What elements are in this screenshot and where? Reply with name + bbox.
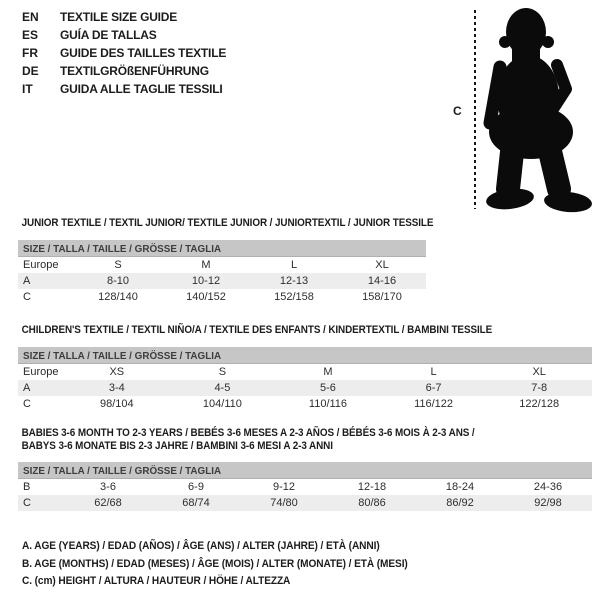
table-row bbox=[18, 273, 426, 289]
language-row bbox=[22, 80, 226, 98]
language-code: IT bbox=[22, 82, 33, 96]
size-grid bbox=[18, 364, 592, 412]
size-cell: M bbox=[201, 258, 211, 271]
height-measure-label: C bbox=[453, 104, 462, 118]
size-cell: 8-10 bbox=[106, 274, 130, 287]
size-cell: 3-6 bbox=[100, 481, 116, 493]
table-row bbox=[18, 257, 426, 273]
size-cell: 86/92 bbox=[446, 497, 474, 509]
size-cell: 4-5 bbox=[214, 381, 231, 394]
legend-note-age-months: B. AGE (MONTHS) / EDAD (MESES) / ÂGE (MOIS) / ALTER (MONATE) / ETÀ (MESI) bbox=[22, 557, 408, 570]
size-cell: 3-4 bbox=[108, 381, 125, 394]
size-cell: 14-16 bbox=[367, 274, 397, 287]
row-label: Europe bbox=[23, 258, 59, 271]
table-row bbox=[18, 479, 592, 495]
row-label: C bbox=[23, 397, 31, 410]
table-row bbox=[18, 396, 592, 412]
row-label: Europe bbox=[23, 365, 59, 378]
size-cell: 6-7 bbox=[425, 381, 442, 394]
legend-note-age-years: A. AGE (YEARS) / EDAD (AÑOS) / ÂGE (ANS) / ALTER (JAHRE) / ETÀ (ANNI) bbox=[22, 540, 380, 552]
size-header-bar bbox=[18, 462, 592, 479]
language-title: TEXTILE SIZE GUIDE bbox=[60, 10, 178, 24]
size-header-label: SIZE / TALLA / TAILLE / GRÖSSE / TAGLIA bbox=[23, 349, 222, 362]
table-row bbox=[18, 364, 592, 380]
language-row bbox=[22, 8, 226, 26]
size-header-label: SIZE / TALLA / TAILLE / GRÖSSE / TAGLIA bbox=[23, 242, 222, 255]
size-cell: 10-12 bbox=[191, 274, 221, 287]
baby-silhouette bbox=[482, 5, 594, 213]
legend-notes bbox=[22, 538, 441, 591]
size-header-bar bbox=[18, 240, 426, 257]
size-grid bbox=[18, 257, 426, 305]
language-row bbox=[22, 26, 226, 44]
size-cell: L bbox=[290, 258, 298, 271]
size-cell: XS bbox=[109, 365, 125, 378]
table-row bbox=[18, 495, 592, 511]
table-title: BABIES 3-6 MONTH TO 2-3 YEARS / BEBÉS 3-6 MESES A 2-3 AÑOS / BÉBÉS 3-6 MOIS À 2-3 ANS / BABYS 3-6 MONATE BIS 2-3 JAHRE / BAMBINI 3-6 MESI A 2-3 ANNI bbox=[21, 427, 475, 452]
language-title: TEXTILGRÖßENFÜHRUNG bbox=[60, 64, 209, 78]
row-label: A bbox=[23, 381, 31, 394]
size-cell: 110/116 bbox=[308, 397, 348, 410]
children-size-table bbox=[18, 324, 592, 412]
size-cell: 152/158 bbox=[274, 290, 314, 303]
size-cell: L bbox=[430, 365, 437, 378]
size-cell: 18-24 bbox=[445, 481, 475, 493]
row-label: C bbox=[23, 497, 31, 509]
size-cell: M bbox=[323, 365, 333, 378]
table-row bbox=[18, 289, 426, 305]
size-cell: 98/104 bbox=[99, 397, 134, 410]
size-cell: 116/122 bbox=[414, 397, 454, 410]
table-row bbox=[18, 380, 592, 396]
size-grid bbox=[18, 479, 592, 511]
size-cell: 9-12 bbox=[272, 481, 296, 493]
size-cell: 122/128 bbox=[519, 397, 560, 410]
size-cell: 7-8 bbox=[531, 381, 548, 394]
size-header-label: SIZE / TALLA / TAILLE / GRÖSSE / TAGLIA bbox=[23, 465, 222, 477]
size-cell: 140/152 bbox=[186, 290, 226, 303]
size-cell: XL bbox=[375, 258, 389, 271]
size-cell: 92/98 bbox=[534, 497, 562, 509]
size-cell: 128/140 bbox=[98, 290, 138, 303]
size-cell: 68/74 bbox=[182, 497, 210, 509]
size-cell: 24-36 bbox=[533, 481, 563, 493]
size-cell: 74/80 bbox=[270, 497, 298, 509]
size-cell: S bbox=[114, 258, 122, 271]
language-code: DE bbox=[22, 64, 39, 78]
language-row bbox=[22, 44, 226, 62]
legend-note-height: C. (cm) HEIGHT / ALTURA / HAUTEUR / HÖHE / ALTEZZA bbox=[22, 575, 291, 587]
size-cell: 12-18 bbox=[357, 481, 387, 493]
language-code: EN bbox=[22, 10, 39, 24]
size-cell: XL bbox=[532, 365, 546, 378]
language-title: GUIDE DES TAILLES TEXTILE bbox=[60, 46, 227, 60]
language-row bbox=[22, 62, 226, 80]
table-title: CHILDREN'S TEXTILE / TEXTIL NIÑO/A / TEXTILE DES ENFANTS / KINDERTEXTIL / BAMBINI TESSILE bbox=[21, 324, 493, 336]
height-measure-dashed-line bbox=[474, 10, 476, 209]
size-cell: 104/110 bbox=[202, 397, 242, 410]
language-title: GUIDA ALLE TAGLIE TESSILI bbox=[60, 82, 223, 96]
junior-size-table bbox=[18, 217, 434, 305]
size-cell: 6-9 bbox=[188, 481, 204, 493]
size-cell: 158/170 bbox=[362, 290, 402, 303]
size-cell: 5-6 bbox=[320, 381, 336, 394]
language-code: FR bbox=[22, 46, 38, 60]
size-cell: S bbox=[218, 365, 227, 378]
row-label: C bbox=[23, 290, 31, 303]
size-cell: 80/86 bbox=[358, 497, 386, 509]
row-label: A bbox=[23, 274, 31, 287]
babies-size-table bbox=[18, 427, 592, 511]
row-label: B bbox=[23, 481, 31, 493]
size-cell: 12-13 bbox=[279, 274, 309, 287]
size-cell: 62/68 bbox=[94, 497, 122, 509]
language-code: ES bbox=[22, 28, 39, 42]
table-title: JUNIOR TEXTILE / TEXTIL JUNIOR/ TEXTILE JUNIOR / JUNIORTEXTIL / JUNIOR TESSILE bbox=[21, 217, 434, 229]
size-header-bar bbox=[18, 347, 592, 364]
language-title: GUÍA DE TALLAS bbox=[60, 28, 157, 42]
language-title-list bbox=[22, 8, 226, 98]
